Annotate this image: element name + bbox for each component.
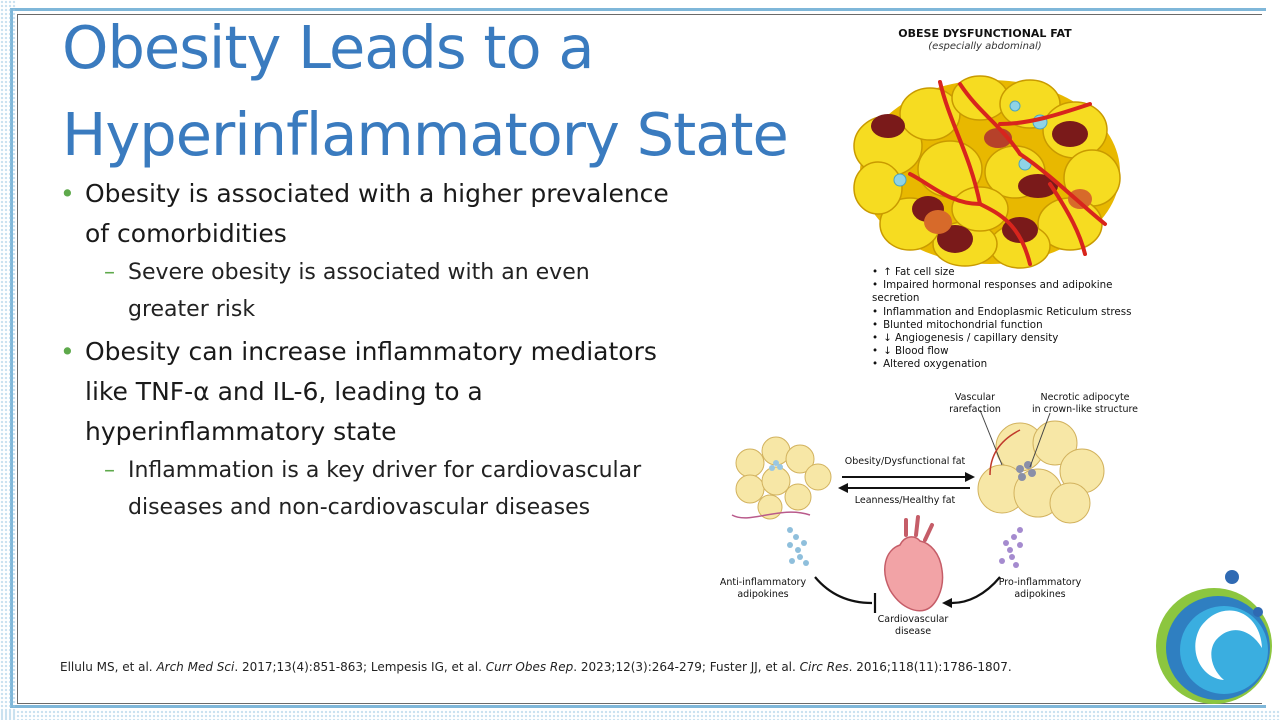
fat-characteristics-list: [872, 266, 1160, 372]
frame-dot-pattern-left: [0, 0, 16, 720]
swirl-logo-icon: [1150, 568, 1275, 718]
list-item: • Impaired hormonal responses and adipokine secretion: [872, 279, 1160, 305]
label-line: rarefaction: [949, 404, 1001, 415]
slide-title-line2: Hyperinflammatory State: [62, 100, 788, 169]
list-item: • ↓ Blood flow: [872, 345, 1160, 358]
fat-tissue-illustration: [830, 54, 1160, 274]
dysfunctional-fat-figure: [830, 22, 1160, 371]
dash-icon: –: [104, 260, 115, 285]
label-line: Anti-inflammatory: [719, 577, 807, 588]
sub-bullet-text: Severe obesity is associated with an even: [128, 260, 590, 285]
bullet-text: Obesity is associated with a higher prevalence: [85, 179, 669, 208]
round-bullet-icon: •: [60, 179, 75, 208]
citation: [60, 660, 1012, 674]
necrotic-adipocyte-label: [1025, 392, 1145, 416]
label-line: Cardiovascular: [877, 614, 949, 625]
label-line: Necrotic adipocyte: [1040, 392, 1130, 403]
list-item: • ↓ Angiogenesis / capillary density: [872, 332, 1160, 345]
slide-title-line1: Obesity Leads to a: [62, 13, 594, 82]
citation-text: . 2023;12(3):264-279; Fuster JJ, et al.: [573, 660, 800, 674]
sub-bullet-item: [60, 452, 700, 526]
figure-title: OBESE DYSFUNCTIONAL FAT: [898, 27, 1072, 40]
list-item: • ↑ Fat cell size: [872, 266, 1160, 279]
list-item: • Altered oxygenation: [872, 358, 1160, 371]
bullet-item: [60, 332, 700, 452]
bullet-list: [60, 174, 700, 526]
label-line: Pro-inflammatory: [998, 577, 1082, 588]
bullet-text: Obesity can increase inflammatory mediators: [85, 337, 657, 366]
citation-journal: Circ Res: [799, 660, 849, 674]
slide-title: [62, 4, 822, 178]
bullet-text: like TNF-α and IL-6, leading to a: [85, 377, 483, 406]
round-bullet-icon: •: [60, 337, 75, 366]
bullet-item: [60, 174, 700, 254]
frame-dot-pattern-bottom: [0, 710, 1280, 720]
dash-icon: –: [104, 458, 115, 483]
label-line: disease: [894, 626, 932, 637]
label-line: in crown-like structure: [1031, 404, 1139, 415]
pro-inflammatory-label: [995, 577, 1085, 601]
sub-bullet-text: diseases and non-cardiovascular diseases: [128, 495, 591, 520]
citation-text: . 2017;13(4):851-863; Lempesis IG, et al.: [234, 660, 486, 674]
list-item: • Blunted mitochondrial function: [872, 319, 1160, 332]
adipokine-cycle-illustration: [720, 385, 1150, 645]
citation-journal: Curr Obes Rep: [485, 660, 574, 674]
anti-inflammatory-label: [718, 577, 808, 601]
vascular-rarefaction-label: [945, 392, 1005, 416]
citation-text: Ellulu MS, et al.: [60, 660, 157, 674]
label-line: adipokines: [737, 589, 789, 600]
label-line: Vascular: [954, 392, 996, 403]
list-item: • Inflammation and Endoplasmic Reticulum stress: [872, 306, 1160, 319]
heart-icon: [885, 517, 943, 611]
leanness-arrow-label: Leanness/Healthy fat: [854, 495, 956, 506]
sub-bullet-item: [60, 254, 700, 328]
figure-subtitle: (especially abdominal): [928, 41, 1042, 52]
bullet-text: of comorbidities: [85, 219, 287, 248]
sub-bullet-text: greater risk: [128, 297, 256, 322]
label-line: adipokines: [1014, 589, 1066, 600]
citation-journal: Arch Med Sci: [156, 660, 235, 674]
adipokine-cycle-figure: [720, 385, 1150, 645]
obesity-arrow-label: Obesity/Dysfunctional fat: [844, 456, 966, 467]
bullet-text: hyperinflammatory state: [85, 417, 397, 446]
cardiovascular-disease-label: [868, 614, 958, 638]
sub-bullet-text: Inflammation is a key driver for cardiovascular: [128, 458, 642, 483]
citation-text: . 2016;118(11):1786-1807.: [848, 660, 1012, 674]
